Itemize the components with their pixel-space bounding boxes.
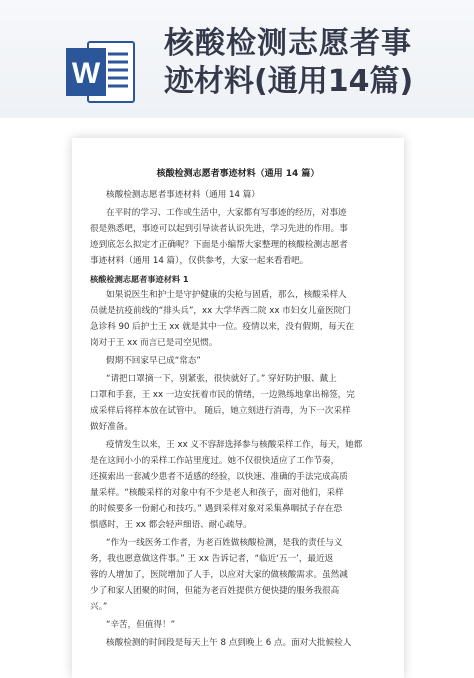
document-line: 核酸检测志愿者事迹材料（通用 14 篇） [106, 190, 260, 200]
document-line: 蓉的人增加了，医院增加了人手，以应对大家的做核酸需求。虽然减 [90, 570, 348, 580]
document-line: 急诊科 90 后护士王 xx 就是其中一位。疫情以来，没有假期，每天在 [90, 322, 355, 332]
document-line: 很是熟悉吧，事迹可以起到引导读者认识先进，学习先进的作用。事 [90, 224, 348, 234]
document-line: 还摸索出一套减少患者不适感的经验，以快速、准确的手法完成高质 [90, 472, 348, 482]
document-line: 做好准备。 [90, 422, 133, 432]
word-document-icon [64, 40, 136, 104]
document-banner [0, 0, 474, 118]
banner-title-line-1: 核酸检测志愿者事 [164, 26, 412, 61]
document-line: 岗对于王 xx 而言已是司空见惯。 [90, 338, 218, 348]
document-line: 少了和家人团聚的时间，但能为老百姓提供方便快捷的服务我很高 [90, 586, 340, 596]
document-title: 核酸检测志愿者事迹材料（通用 14 篇） [156, 169, 320, 179]
document-line: 务，我也愿意做这件事。” 王 xx 告诉记者，“临近‘五一’，最近返 [90, 554, 334, 564]
document-line: 是在这间小小的采样工作站里度过。她不仅很快适应了工作节奏， [90, 456, 340, 466]
document-line: “辛苦，但值得！” [106, 620, 176, 630]
document-line: 事迹材料（通用 14 篇），仅供参考，大家一起来看看吧。 [90, 256, 309, 266]
document-line: 如果说医生和护士是守护健康的尖枪与固盾，那么，核酸采样人 [106, 290, 347, 300]
word-icon-letter: W [71, 57, 101, 90]
document-line: 兴。” [90, 602, 108, 612]
document-line: 员就是抗疫前线的“排头兵”，xx 大学华西二院 xx 市妇女儿童医院门 [90, 306, 351, 316]
banner-title-line-2: 迹材料(通用14篇) [164, 64, 414, 99]
document-line: “请把口罩摘一下，别紧张，很快就好了。” 穿好防护服、戴上 [106, 374, 337, 384]
document-line: 核酸检测的时间段是每天上午 8 点到晚上 6 点。面对大批候检人 [106, 638, 352, 648]
document-line: 的时候要多一份耐心和技巧。” 遇到采样对象对采集鼻咽拭子存在恐 [90, 504, 343, 514]
document-line: 在平时的学习、工作或生活中，大家都有写事迹的经历，对事迹 [106, 208, 347, 218]
document-line: 迹到底怎么拟定才正确呢？下面是小编帮大家整理的核酸检测志愿者 [90, 240, 348, 250]
document-page [72, 138, 404, 678]
document-line: 成采样后将样本放在试管中。 随后，她立刻进行消毒，为下一次采样 [90, 406, 351, 416]
section-heading: 核酸检测志愿者事迹材料 1 [90, 274, 189, 284]
document-line: 口罩和手套，王 xx 一边安抚着市民的情绪，一边熟练地拿出棉签，完 [90, 390, 355, 400]
document-line: 量采样。“核酸采样的对象中有不少是老人和孩子，面对他们，采样 [90, 488, 344, 498]
document-line: 假期不回家早已成“常态” [106, 356, 201, 366]
document-line: “作为一线医务工作者，为老百姓做核酸检测，是我的责任与义 [106, 538, 343, 548]
document-line: 惧感时，王 xx 都会轻声细语、耐心疏导。 [90, 520, 252, 530]
document-line: 疫情发生以来，王 xx 义不容辞选择参与核酸采样工作，每天，她都 [106, 440, 363, 450]
